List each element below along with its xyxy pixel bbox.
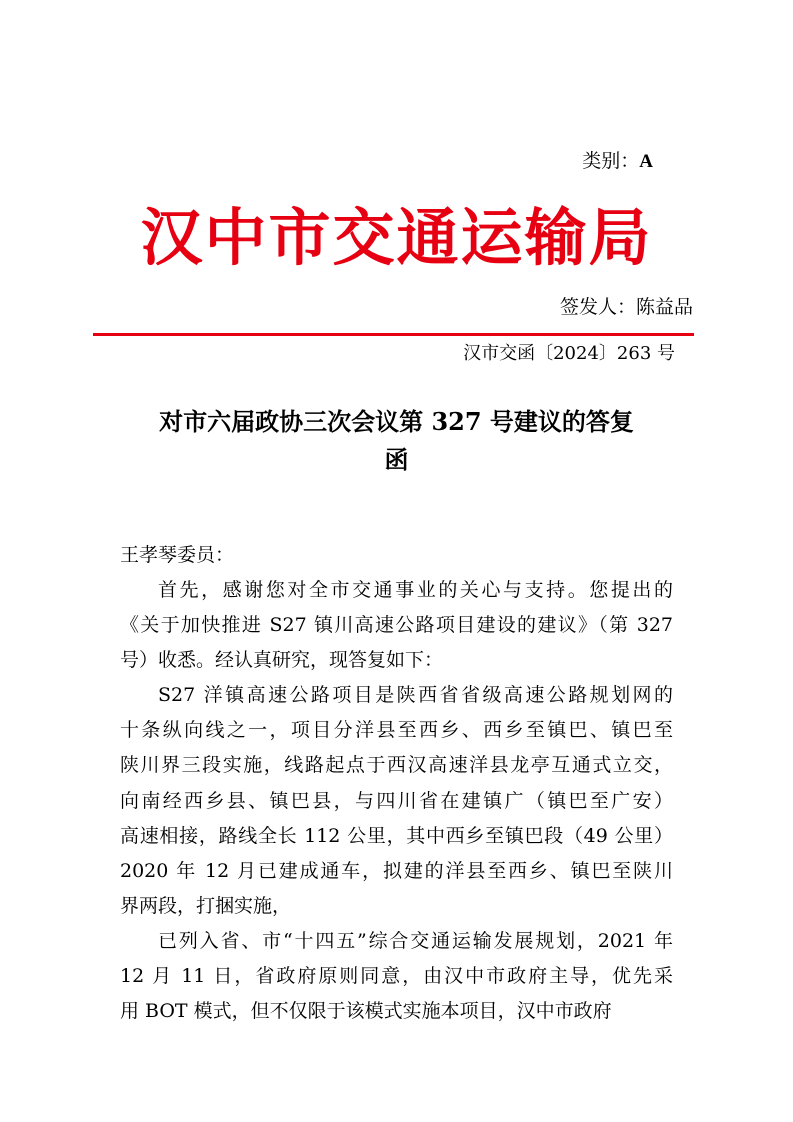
body-line: 号）收悉。经认真研究，现答复如下： [120, 649, 444, 672]
category-label: 类别： [582, 150, 640, 172]
signer-name: 陈益品 [635, 296, 693, 318]
body-line: 用 BOT 模式，但不仅限于该模式实施本项目，汉中市政府 [120, 1000, 612, 1023]
document-number: 汉市交函〔2024〕263 号 [463, 343, 675, 364]
body-line: S27 洋镇高速公路项目是陕西省省级高速公路规划网的 [158, 684, 673, 707]
category-line [582, 148, 653, 175]
body-line: 向南经西乡县、镇巴县，与四川省在建镇广（镇巴至广安） [120, 789, 673, 812]
body-line: 陕川界三段实施，线路起点于西汉高速洋县龙亭互通式立交， [120, 754, 673, 777]
body-line: 2020 年 12 月已建成通车，拟建的洋县至西乡、镇巴至陕川 [120, 859, 673, 882]
body-text [120, 573, 673, 1029]
body-line: 十条纵向线之一，项目分洋县至西乡、西乡至镇巴、镇巴至 [120, 719, 673, 742]
body-line: 高速相接，路线全长 112 公里，其中西乡至镇巴段（49 公里） [120, 824, 673, 847]
body-line: 已列入省、市“十四五”综合交通运输发展规划，2021 年 [158, 929, 673, 952]
issuer-masthead: 汉中市交通运输局 [140, 201, 653, 274]
salutation: 王孝琴委员： [120, 544, 235, 566]
red-divider-rule [93, 333, 694, 336]
body-line: 12 月 11 日，省政府原则同意，由汉中市政府主导，优先采 [120, 965, 673, 988]
signer-line [560, 294, 693, 320]
document-title [110, 403, 683, 479]
body-line: 界两段，打捆实施， [120, 894, 292, 917]
document-title-line-2: 函 [384, 445, 409, 474]
body-line: 首先，感谢您对全市交通事业的关心与支持。您提出的 [158, 579, 673, 601]
body-line: 《关于加快推进 S27 镇川高速公路项目建设的建议》（第 327 [120, 614, 673, 637]
document-title-line-1: 对市六届政协三次会议第 327 号建议的答复 [159, 407, 634, 436]
signer-label: 签发人： [559, 296, 636, 318]
category-value: A [639, 151, 653, 172]
